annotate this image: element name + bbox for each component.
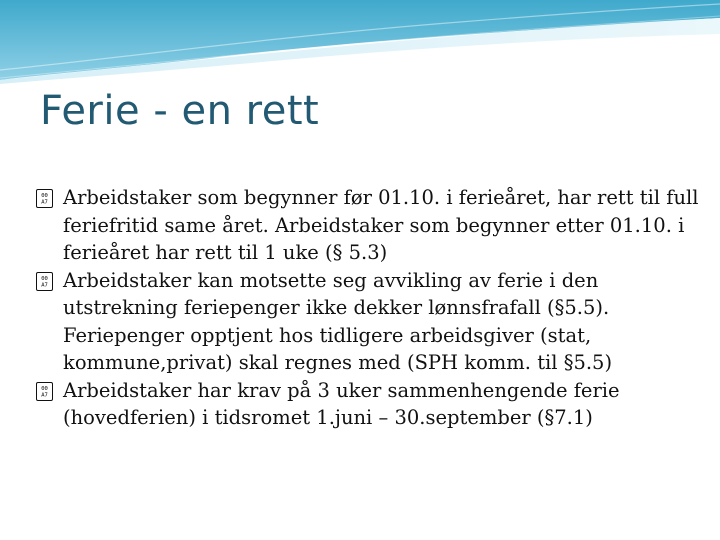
svg-text:A7: A7 [41, 199, 48, 206]
header-wave-decoration [0, 0, 720, 90]
svg-text:A7: A7 [41, 282, 48, 288]
svg-text:A7: A7 [41, 392, 48, 398]
bullet-item [36, 267, 706, 377]
bullet-item [36, 377, 706, 432]
slide-title: Ferie - en rett [40, 88, 320, 134]
missing-glyph-icon [36, 272, 53, 291]
svg-text:00: 00 [41, 385, 48, 392]
bullet-item [36, 184, 706, 267]
bullet-list [36, 184, 706, 432]
svg-text:00: 00 [41, 275, 48, 282]
svg-text:00: 00 [41, 193, 48, 199]
missing-glyph-icon [36, 189, 53, 208]
missing-glyph-icon [36, 382, 53, 401]
bullet-text: Arbeidstaker kan motsette seg avvikling av ferie i den utstrekning feriepenger ikke dekker lønnsfrafall (§5.5). Feriepenger opptjent hos tidligere arbeidsgiver (stat, kommune,privat) skal regnes med (SPH komm. til §5.5) [63, 268, 613, 374]
bullet-text: Arbeidstaker har krav på 3 uker sammenhengende ferie (hovedferien) i tidsromet 1.juni – 30.september (§7.1) [63, 378, 620, 429]
bullet-text: Arbeidstaker som begynner før 01.10. i ferieåret, har rett til full feriefritid same året. Arbeidstaker som begynner etter 01.10. i ferieåret har rett til 1 uke (§ 5.3) [63, 186, 699, 264]
